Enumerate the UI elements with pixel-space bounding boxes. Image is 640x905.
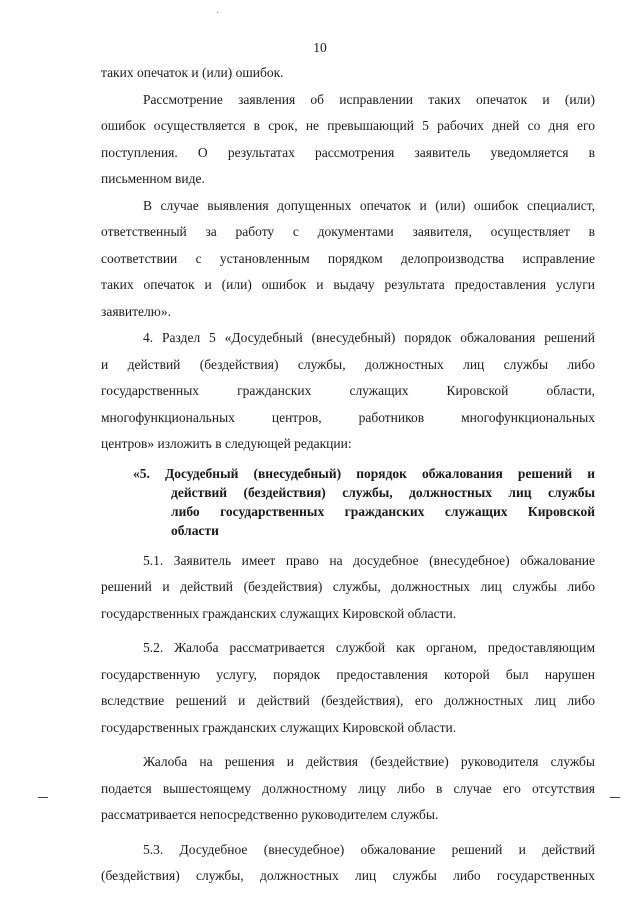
text-line: государственных гражданских служащих Кировской области. <box>101 605 457 621</box>
text-line: государственных гражданских служащих Кировской области. <box>101 719 457 735</box>
text-line: письменном виде. <box>101 171 205 186</box>
text-line: 5.2. Жалоба рассматривается службой как органом, предоставляющим <box>143 640 595 655</box>
paragraph-gap <box>101 829 595 837</box>
text-line: и действий (бездействия) службы, должностных лиц службы либо <box>101 356 595 372</box>
paragraph-gap <box>101 540 595 548</box>
text-line: государственных гражданских служащих Кировской области, <box>101 383 595 398</box>
paragraph-gap <box>101 627 595 635</box>
text-line: таких опечаток и (или) ошибок. <box>101 65 284 80</box>
text-line: ответственный за работу с документами заявителя, осуществляет в <box>101 224 595 239</box>
text-line: рассматривается непосредственно руководителем службы. <box>101 807 439 822</box>
text-line: либо государственных гражданских служащих Кировской <box>171 503 595 519</box>
body-text <box>101 60 595 890</box>
text-line: государственную услугу, порядок предоставления которой был нарушен <box>101 666 595 682</box>
text-line: действий (бездействия) службы, должностных лиц службы <box>171 484 595 500</box>
text-line: подается вышестоящему должностному лицу либо в случае его отсутствия <box>101 780 595 796</box>
margin-mark-right <box>610 797 620 798</box>
text-line: таких опечаток и (или) ошибок и выдачу результата предоставления услуги <box>101 277 595 292</box>
text-line: решений и действий (бездействия) службы, должностных лиц службы либо <box>101 579 595 594</box>
margin-mark-left <box>38 797 48 798</box>
text-line: соответствии с установленным порядком делопроизводства исправление <box>101 250 595 266</box>
text-line: ошибок осуществляется в срок, не превышающий 5 рабочих дней со дня его <box>101 118 595 133</box>
page-number: 10 <box>313 40 327 55</box>
text-line: центров» изложить в следующей редакции: <box>101 436 352 451</box>
text-line: В случае выявления допущенных опечаток и (или) ошибок специалист, <box>143 197 595 213</box>
text-line: «5. Досудебный (внесудебный) порядок обжалования решений и <box>133 465 595 481</box>
text-line: 5.1. Заявитель имеет право на досудебное (внесудебное) обжалование <box>143 552 595 568</box>
text-line: вследствие решений и действий (бездействия), его должностных лиц либо <box>101 693 595 708</box>
paragraph-gap <box>101 741 595 749</box>
text-line: поступления. О результатах рассмотрения заявитель уведомляется в <box>101 144 595 160</box>
text-line: заявителю». <box>101 303 171 319</box>
text-line: области <box>171 522 219 538</box>
text-line: многофункциональных центров, работников многофункциональных <box>101 409 595 425</box>
text-line: 5.3. Досудебное (внесудебное) обжалование решений и действий <box>143 841 595 857</box>
text-line: (бездействия) службы, должностных лиц службы либо государственных <box>101 868 595 883</box>
scan-speck <box>217 12 218 13</box>
text-line: Рассмотрение заявления об исправлении таких опечаток и (или) <box>143 91 595 107</box>
text-line: Жалоба на решения и действия (бездействие) руководителя службы <box>143 754 595 769</box>
text-line: 4. Раздел 5 «Досудебный (внесудебный) порядок обжалования решений <box>143 330 595 345</box>
